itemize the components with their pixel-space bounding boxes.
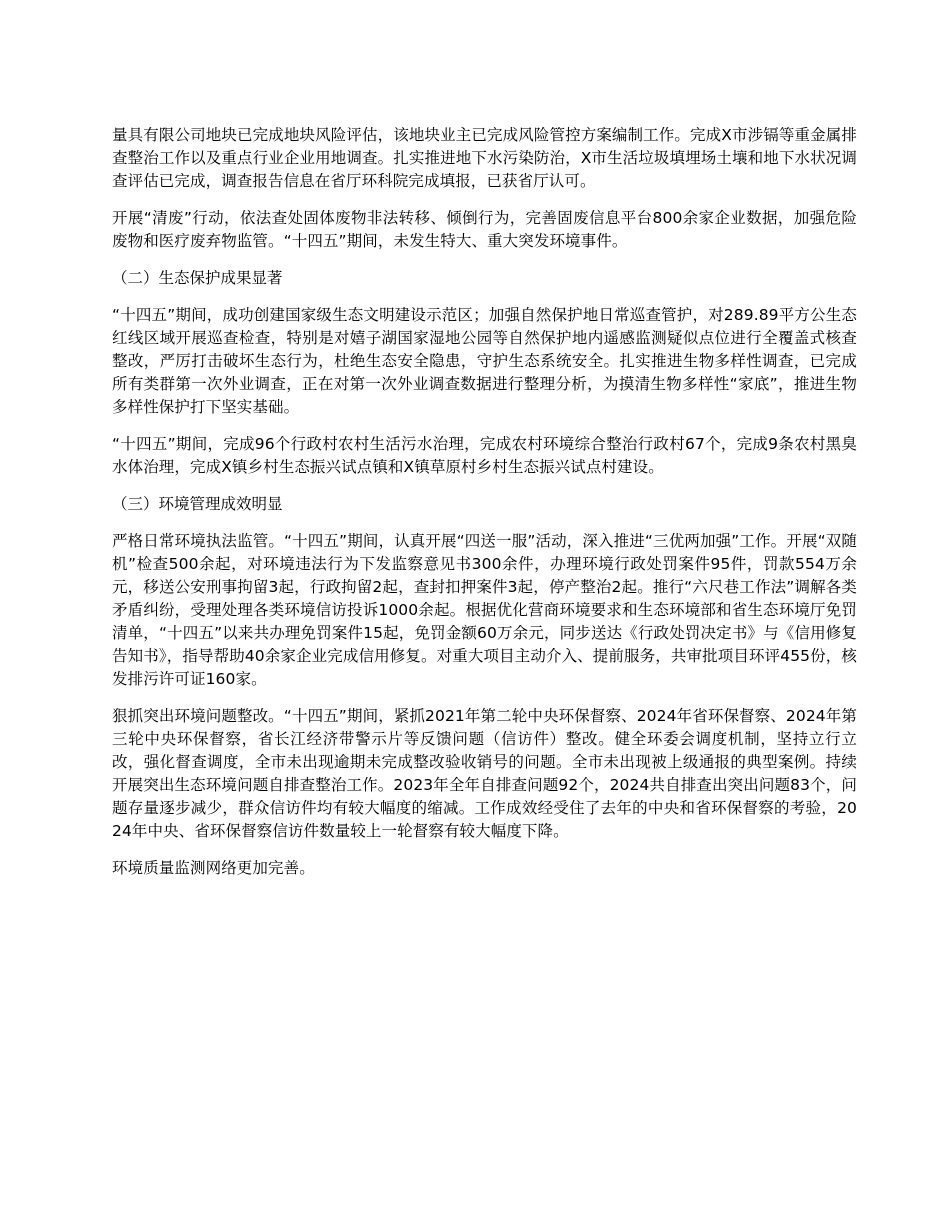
section-heading-management: （三）环境管理成效明显 xyxy=(112,495,283,513)
paragraph-clean-waste: 开展“清废”行动，依法查处固体废物非法转移、倾倒行为，完善固废信息平台800余家企业数据，加强危险废物和医疗废弃物监管。“十四五”期间，未发生特大、重大突发环境事件。 xyxy=(112,209,857,250)
paragraph-law-enforcement: 严格日常环境执法监管。“十四五”期间，认真开展“四送一服”活动，深入推进“三优两加强”工作。开展“双随机”检查500余起，对环境违法行为下发监察意见书300余件，办理环境行政处罚案件95件，罚款554万余元，移送公安刑事拘留3起，行政拘留2起，查封扣押案件3起，停产整治2起。推行“六尺巷工作法”调解各类矛盾纠纷，受理处理各类环境信访投诉1000余起。根据优化营商环境要求和生态环境部和省生态环境厅免罚清单，“十四五”以来共办理免罚案件15起，免罚金额60万余元，同步送达《行政处罚决定书》与《信用修复告知书》，指导帮助40余家企业完成信用修复。对重大项目主动介入、提前服务，共审批项目环评455份，核发排污许可证160家。 xyxy=(112,532,857,688)
section-heading-ecology: （二）生态保护成果显著 xyxy=(112,269,283,287)
paragraph-rural-sewage: “十四五”期间，完成96个行政村农村生活污水治理，完成农村环境综合整治行政村67个，完成9条农村黑臭水体治理，完成X镇乡村生态振兴试点镇和X镇草原村乡村生态振兴试点村建设。 xyxy=(112,435,857,476)
paragraph-monitoring-network: 环境质量监测网络更加完善。 xyxy=(112,859,315,877)
document-page xyxy=(112,124,857,894)
paragraph-ecology-protection: “十四五”期间，成功创建国家级生态文明建设示范区；加强自然保护地日常巡查管护，对289.89平方公生态红线区域开展巡查检查，特别是对嬉子湖国家湿地公园等自然保护地内遥感监测疑似点位进行全覆盖式核查整改，严厉打击破坏生态行为，杜绝生态安全隐患，守护生态系统安全。扎实推进生物多样性调查，已完成所有类群第一次外业调查，正在对第一次外业调查数据进行整理分析，为摸清生物多样性“家底”，推进生物多样性保护打下坚实基础。 xyxy=(112,306,857,416)
paragraph-rectification: 狠抓突出环境问题整改。“十四五”期间，紧抓2021年第二轮中央环保督察、2024年省环保督察、2024年第三轮中央环保督察，省长江经济带警示片等反馈问题（信访件）整改。健全环委会调度机制，坚持立行立改，强化督查调度，全市未出现逾期未完成整改验收销号的问题。全市未出现被上级通报的典型案例。持续开展突出生态环境问题自排查整治工作。2023年全年自排查问题92个，2024共自排查出突出问题83个，问题存量逐步减少，群众信访件均有较大幅度的缩减。工作成效经受住了去年的中央和省环保督察的考验，2024年中央、省环保督察信访件数量较上一轮督察有较大幅度下降。 xyxy=(112,707,857,840)
paragraph-land-risk: 量具有限公司地块已完成地块风险评估，该地块业主已完成风险管控方案编制工作。完成X市涉镉等重金属排查整治工作以及重点行业企业用地调查。扎实推进地下水污染防治，X市生活垃圾填埋场土壤和地下水状况调查评估已完成，调查报告信息在省厅环科院完成填报，已获省厅认可。 xyxy=(112,126,857,190)
